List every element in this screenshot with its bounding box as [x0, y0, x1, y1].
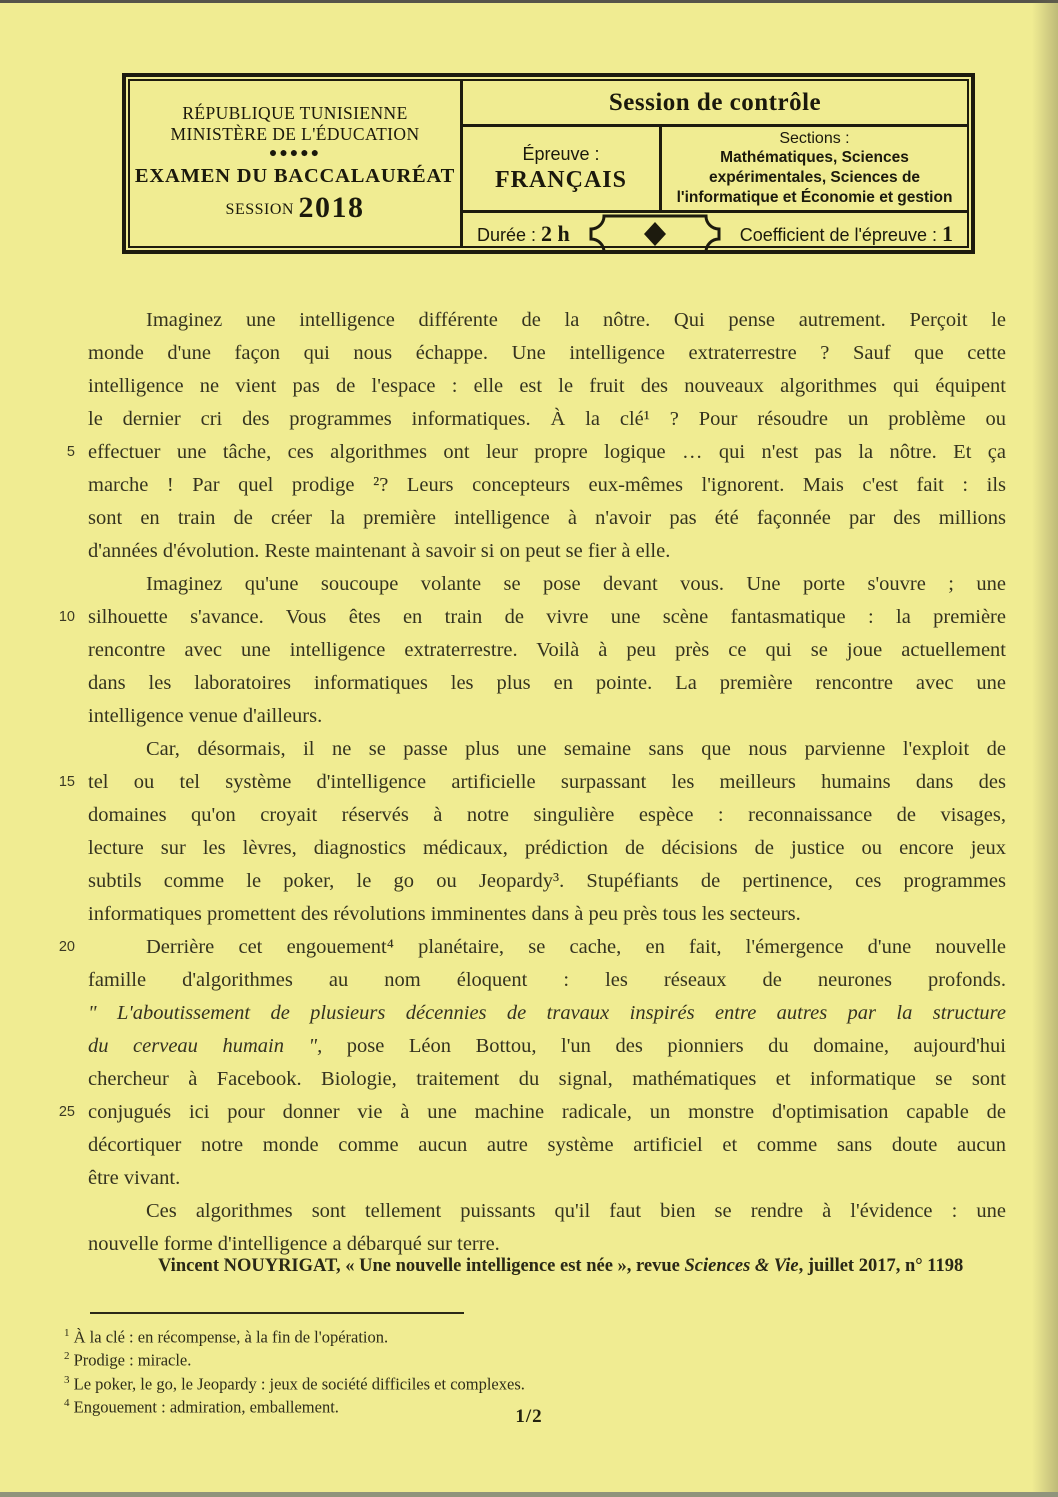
- line-text: chercheur à Facebook. Biologie, traitement du signal, mathématiques et informatique se sont: [88, 1068, 1006, 1090]
- attribution-magazine: Sciences & Vie: [684, 1256, 799, 1276]
- republic-line: RÉPUBLIQUE TUNISIENNE: [182, 102, 408, 123]
- duration-row: [463, 213, 967, 255]
- attribution-tail: , juillet 2017, n° 1198: [798, 1256, 964, 1276]
- text-line: [0, 964, 1058, 997]
- text-line: [0, 1162, 1058, 1195]
- quote-segment: du cerveau humain ",: [88, 1035, 347, 1057]
- issuer-cell: [130, 81, 463, 246]
- text-line: [0, 733, 1058, 766]
- text-line: [0, 832, 1058, 865]
- line-text: Car, désormais, il ne se passe plus une semaine sans que nous parvienne l'exploit de: [146, 738, 1006, 760]
- text-line: [0, 1195, 1058, 1228]
- coefficient-label: Coefficient de l'épreuve :: [739, 225, 937, 245]
- footnote-text: Le poker, le go, le Jeopardy : jeux de société difficiles et complexes.: [69, 1374, 525, 1394]
- line-text: silhouette s'avance. Vous êtes en train de vivre une scène fantasmatique : la première: [88, 606, 1006, 628]
- text-line: [0, 436, 1058, 469]
- footnote: [64, 1324, 964, 1347]
- sections-line: l'informatique et Économie et gestion: [676, 189, 953, 206]
- text-line: [0, 1096, 1058, 1129]
- line-number: [57, 898, 75, 931]
- text-line: [0, 799, 1058, 832]
- line-text: famille d'algorithmes au nom éloquent : les réseaux de neurones profonds.: [88, 969, 1006, 991]
- text-line: [0, 865, 1058, 898]
- subject-cell: [463, 127, 662, 210]
- footnote-text: Engouement : admiration, emballement.: [69, 1397, 339, 1417]
- text-body: [0, 304, 1058, 1261]
- duration-value: 2 h: [541, 221, 570, 246]
- text-line: [0, 502, 1058, 535]
- line-text: nouvelle forme d'intelligence a débarqué sur terre.: [88, 1233, 500, 1255]
- line-number: [57, 799, 75, 832]
- exam-header-right: [463, 81, 967, 246]
- plaque-outline-icon: [588, 213, 722, 255]
- line-text: d'années d'évolution. Reste maintenant à savoir si on peut se fier à elle.: [88, 540, 671, 562]
- line-text: dans les laboratoires informatiques les plus en pointe. La première rencontre avec une: [88, 672, 1006, 694]
- text-line: [0, 1129, 1058, 1162]
- line-text: tel ou tel système d'intelligence artificielle surpassant les meilleurs humains dans des: [88, 771, 1006, 793]
- line-number: [57, 700, 75, 733]
- line-number: [57, 733, 75, 766]
- text-line: [0, 997, 1058, 1030]
- line-number: [57, 997, 75, 1030]
- footnote-text: À la clé : en récompense, à la fin de l'opération.: [69, 1327, 389, 1347]
- footnote-marker: 4: [64, 1396, 70, 1409]
- line-number: [57, 667, 75, 700]
- line-number: 15: [58, 774, 75, 790]
- footnote-marker: 1: [64, 1327, 70, 1339]
- line-text: monde d'une façon qui nous échappe. Une intelligence extraterrestre ? Sauf que cette: [88, 342, 1006, 364]
- sections-cell: [662, 127, 967, 210]
- line-number: 25: [58, 1104, 75, 1120]
- duration-label: Durée :: [477, 225, 537, 245]
- line-number: [57, 1063, 75, 1096]
- line-number: 20: [58, 939, 75, 955]
- text-line: [0, 469, 1058, 502]
- footnote-text: Prodige : miracle.: [69, 1350, 192, 1370]
- footnote-marker: 3: [64, 1373, 70, 1386]
- footnote-divider: [90, 1312, 464, 1314]
- line-number: [57, 832, 75, 865]
- footnote-marker: 2: [64, 1350, 70, 1363]
- exam-header-inner: [128, 79, 969, 248]
- line-number: [57, 370, 75, 403]
- diamond-icon: [644, 222, 666, 246]
- line-number: [57, 1228, 75, 1261]
- line-number: [57, 1030, 75, 1063]
- line-text: domaines qu'on croyait réservés à notre singulière espèce : reconnaissance de visages,: [88, 804, 1006, 826]
- sections-line: Mathématiques, Sciences: [720, 149, 909, 166]
- text-line: [0, 304, 1058, 337]
- text-line: [0, 1063, 1058, 1096]
- line-text: le dernier cri des programmes informatiques. À la clé¹ ? Pour résoudre un problème ou: [88, 408, 1006, 430]
- line-number: [57, 964, 75, 997]
- attribution-author: Vincent NOUYRIGAT, « Une nouvelle intelligence est née », revue: [158, 1256, 685, 1276]
- line-text: subtils comme le poker, le go ou Jeopardy³. Stupéfiants de pertinence, ces programmes: [88, 870, 1006, 892]
- text-line: [0, 931, 1058, 964]
- line-text: intelligence venue d'ailleurs.: [88, 705, 323, 727]
- line-number: [57, 1129, 75, 1162]
- source-attribution: [158, 1256, 1028, 1277]
- line-text: rencontre avec une intelligence extraterrestre. Voilà à peu près ce qui se joue actuellement: [88, 639, 1006, 661]
- text-segment: pose Léon Bottou, l'un des pionniers du domaine, aujourd'hui: [346, 1035, 1006, 1057]
- text-line: [0, 337, 1058, 370]
- line-text: être vivant.: [88, 1167, 181, 1189]
- line-text: Imaginez une intelligence différente de la nôtre. Qui pense autrement. Perçoit le: [146, 309, 1006, 331]
- text-line: [0, 667, 1058, 700]
- ministry-line: MINISTÈRE DE L'ÉDUCATION: [170, 123, 420, 144]
- text-line: [0, 766, 1058, 799]
- line-number: 10: [58, 609, 75, 625]
- sections-label: Sections :: [779, 130, 850, 147]
- footnote: [64, 1347, 964, 1370]
- line-text: Ces algorithmes sont tellement puissants qu'il faut bien se rendre à l'évidence : une: [146, 1200, 1006, 1222]
- coefficient: [740, 221, 953, 247]
- text-line: [0, 601, 1058, 634]
- text-line: [0, 370, 1058, 403]
- text-line: [0, 1030, 1058, 1063]
- line-text: informatiques promettent des révolutions imminentes dans à peu près tous les secteurs.: [88, 903, 801, 925]
- line-number: [57, 403, 75, 436]
- subject-label: Épreuve :: [522, 143, 600, 164]
- session-year: 2018: [298, 190, 365, 224]
- coefficient-value: 1: [941, 221, 953, 246]
- line-text: effectuer une tâche, ces algorithmes ont leur propre logique … qui n'est pas la nôtre. Et ça: [88, 441, 1006, 463]
- line-text: Derrière cet engouement⁴ planétaire, se cache, en fait, l'émergence d'une nouvelle: [146, 936, 1006, 958]
- sections-line: expérimentales, Sciences de: [708, 169, 921, 186]
- subject-value: FRANÇAIS: [494, 166, 627, 193]
- line-text: décortiquer notre monde comme aucun autre système artificiel et comme sans doute aucun: [88, 1134, 1006, 1156]
- line-number: [57, 502, 75, 535]
- line-number: [57, 337, 75, 370]
- line-number: [57, 469, 75, 502]
- scan-edge-top: [0, 0, 1058, 3]
- text-line: [0, 403, 1058, 436]
- line-number: [57, 304, 75, 337]
- subject-sections-row: [463, 127, 967, 213]
- line-text: sont en train de créer la première intelligence à n'avoir pas été façonnée par des millions: [88, 507, 1006, 529]
- exam-header-box: [122, 73, 975, 254]
- page-number: 1/2: [515, 1406, 543, 1427]
- text-line: [0, 700, 1058, 733]
- line-number: [57, 535, 75, 568]
- duration: [477, 221, 570, 247]
- line-number: [57, 568, 75, 601]
- text-line: [0, 634, 1058, 667]
- text-line: [0, 898, 1058, 931]
- exam-title: EXAMEN DU BACCALAURÉAT: [134, 164, 456, 187]
- footnotes: [64, 1324, 964, 1417]
- line-text: lecture sur les lèvres, diagnostics médicaux, prédiction de décisions de justice ou encore jeux: [88, 837, 1006, 859]
- line-number: [57, 1195, 75, 1228]
- line-text: marche ! Par quel prodige ²? Leurs concepteurs eux-mêmes l'ignorent. Mais c'est fait : ils: [88, 474, 1006, 496]
- dots-separator-icon: ●●●●●: [268, 145, 322, 161]
- line-text: intelligence ne vient pas de l'espace : elle est le fruit des nouveaux algorithmes qui équipent: [88, 375, 1006, 397]
- text-line: [0, 568, 1058, 601]
- session-title: Session de contrôle: [608, 88, 822, 116]
- line-number: 5: [66, 444, 75, 460]
- line-text: [88, 1030, 1006, 1063]
- diamond-plaque: [588, 213, 722, 255]
- session-line: [226, 191, 365, 225]
- session-title-cell: [463, 81, 967, 127]
- scan-edge-bottom: [0, 1492, 1058, 1497]
- footnote: [64, 1371, 964, 1394]
- text-line: [0, 535, 1058, 568]
- line-text: " L'aboutissement de plusieurs décennies de travaux inspirés entre autres par la structure: [88, 1002, 1006, 1024]
- line-text: conjugués ici pour donner vie à une machine radicale, un monstre d'optimisation capable de: [88, 1101, 1006, 1123]
- session-label: SESSION: [225, 200, 294, 218]
- line-number: [57, 634, 75, 667]
- line-text: Imaginez qu'une soucoupe volante se pose devant vous. Une porte s'ouvre ; une: [146, 573, 1006, 595]
- line-number: [57, 1162, 75, 1195]
- line-number: [57, 865, 75, 898]
